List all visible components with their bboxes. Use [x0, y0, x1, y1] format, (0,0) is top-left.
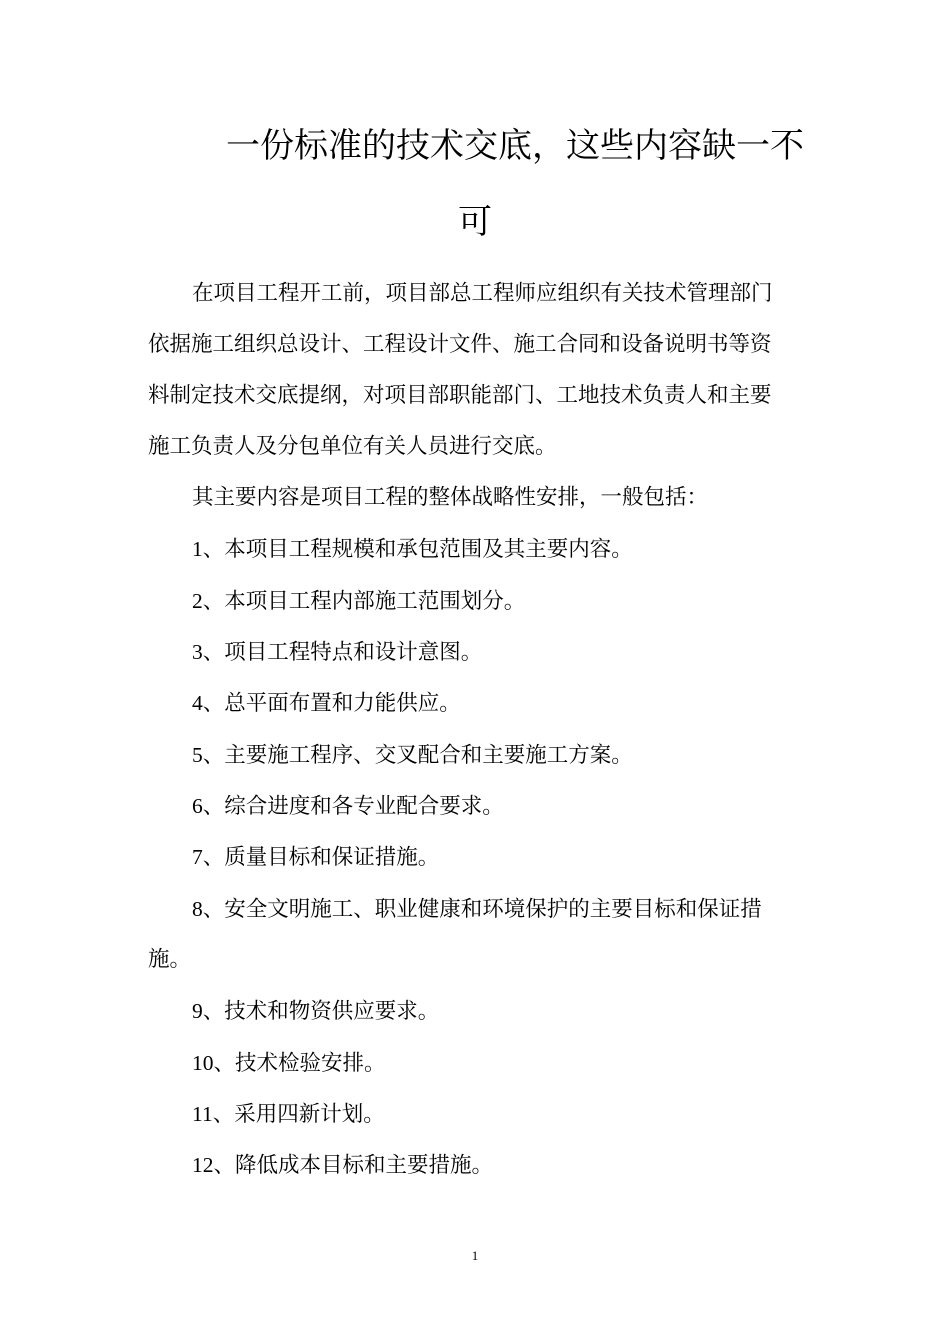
- list-item-text: 、本项目工程内部施工范围划分。: [202, 589, 526, 614]
- page-number: 1: [471, 1248, 479, 1263]
- list-item: [192, 1150, 844, 1181]
- intro-paragraph-line-2: 依据施工组织总设计、工程设计文件、施工合同和设备说明书等资: [148, 332, 772, 357]
- list-item-text: 、技术检验安排。: [213, 1051, 386, 1076]
- list-item-number: 3: [192, 640, 203, 664]
- list-item: [192, 996, 844, 1027]
- list-item-number: 4: [192, 691, 203, 715]
- list-item-number: 1: [192, 537, 203, 561]
- list-item-text: 、项目工程特点和设计意图。: [202, 640, 483, 665]
- list-item-continuation: 施。: [148, 947, 192, 972]
- list-item-text: 、总平面布置和力能供应。: [202, 691, 461, 716]
- list-item: [192, 1048, 844, 1079]
- list-item-text: 、技术和物资供应要求。: [202, 999, 440, 1024]
- list-item-number: 11: [192, 1102, 213, 1126]
- list-item: [192, 688, 844, 719]
- list-item-number: 8: [192, 897, 203, 921]
- intro-paragraph-line-3: 料制定技术交底提纲，对项目部职能部门、工地技术负责人和主要: [148, 383, 772, 408]
- list-item-number: 6: [192, 794, 203, 818]
- list-item-number: 5: [192, 743, 203, 767]
- list-item-text: 、本项目工程规模和承包范围及其主要内容。: [202, 537, 633, 562]
- list-item-text: 、综合进度和各专业配合要求。: [202, 794, 504, 819]
- list-item-text: 、降低成本目标和主要措施。: [213, 1153, 494, 1178]
- list-item: [192, 740, 844, 771]
- list-item: [192, 791, 844, 822]
- list-item-text: 、质量目标和保证措施。: [202, 845, 440, 870]
- document-title-line-1: 一份标准的技术交底，这些内容缺一不: [226, 126, 804, 166]
- list-item: [192, 586, 844, 617]
- list-item-text: 、采用四新计划。: [212, 1102, 385, 1127]
- list-item-number: 7: [192, 845, 203, 869]
- list-item: [192, 637, 844, 668]
- list-item-number: 12: [192, 1153, 214, 1177]
- list-item-text: 、安全文明施工、职业健康和环境保护的主要目标和保证措: [202, 897, 762, 922]
- list-item-number: 10: [192, 1051, 214, 1075]
- list-item-number: 9: [192, 999, 203, 1023]
- intro-paragraph-line-4: 施工负责人及分包单位有关人员进行交底。: [148, 434, 557, 459]
- list-item: [192, 894, 844, 925]
- list-item: [192, 534, 844, 565]
- intro-paragraph-line-1: 在项目工程开工前，项目部总工程师应组织有关技术管理部门: [192, 281, 773, 306]
- document-title-line-2: 可: [458, 202, 492, 242]
- list-item-number: 2: [192, 589, 203, 613]
- list-item: [192, 1099, 844, 1130]
- lead-sentence: 其主要内容是项目工程的整体战略性安排，一般包括：: [192, 485, 709, 510]
- list-item: [192, 842, 844, 873]
- list-item-text: 、主要施工程序、交叉配合和主要施工方案。: [202, 743, 633, 768]
